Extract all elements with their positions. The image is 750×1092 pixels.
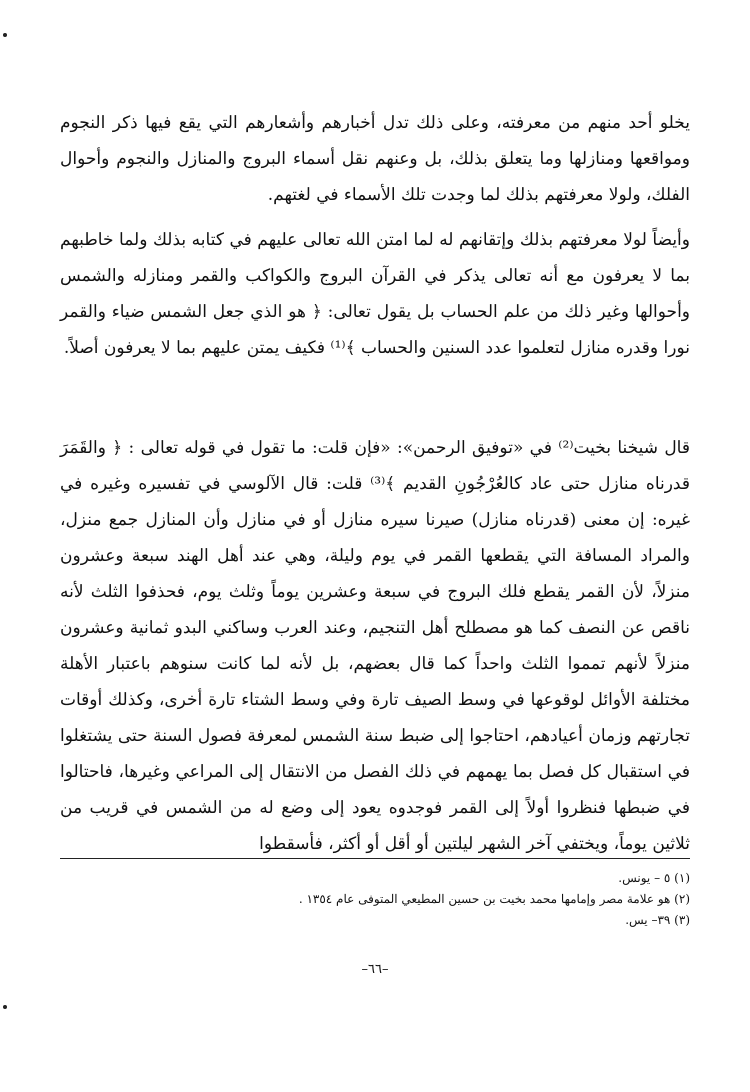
paragraph-1: يخلو أحد منهم من معرفته، وعلى ذلك تدل أخبارهم وأشعارهم التي يقع فيها ذكر النجوم ومواقعها ومنازلها وما يتعلق بذلك، بل وعنهم نقل أسماء البروج والمنازل والنجوم وأحوال الفلك، ولولا معرفتهم بذلك لما وجدت تلك الأسماء في لغتهم.: [60, 113, 690, 205]
page-number: –٦٦–: [361, 962, 389, 977]
paragraph-2: وأيضاً لولا معرفتهم بذلك وإتقانهم له لما امتن الله تعالى عليهم في كتابه بذلك ولما خاطبهم بما لا يعرفون مع أنه تعالى يذكر في القرآن البروج والكواكب والقمر ومنازله والشمس وأحوالها وغير ذلك من علم الحساب بل يقول تعالى: ﴿ هو الذي جعل الشمس ضياء والقمر نورا وقدره منازل لتعلموا عدد السنين والحساب ﴾⁽¹⁾ فكيف يمتن عليهم بما لا يعرفون أصلاً.: [60, 230, 690, 358]
book-page: [60, 0, 690, 1092]
footnote-1: (١) ٥ – يونس.: [618, 871, 690, 885]
margin-dot-top: [3, 33, 7, 37]
footnote-3: (٣) ٣٩– يس.: [625, 913, 690, 927]
paragraph-3: قال شيخنا بخيت⁽²⁾ في «توفيق الرحمن»: «فإن قلت: ما تقول في قوله تعالى : ﴿ والقَمَرَ قدرناه منازل حتى عاد كالعُرْجُونِ القديم ﴾⁽³⁾ قلت: قال الآلوسي في تفسيره وغيره في غيره: إن معنى (قدرناه منازل) صيرنا سيره منازل أو في منازل وأن المنازل جمع منزل، والمراد المسافة التي يقطعها القمر في يوم وليلة، وهي عند أهل الهند سبعة وعشرون منزلاً، لأن القمر يقطع فلك البروج في سبعة وعشرين يوماً وثلث يوم، فحذفوا الثلث لأنه ناقص عن النصف كما هو مصطلح أهل التنجيم، وعند العرب وساكني البدو ثمانية وعشرون منزلاً لأنهم تمموا الثلث واحداً كما قال بعضهم، بل لأنه لما كانت سنوهم باعتبار الأهلة مختلفة الأوائل لوقوعها في وسط الصيف تارة وفي وسط الشتاء تارة أخرى، وكذلك أوقات تجارتهم وزمان أعيادهم، احتاجوا إلى ضبط سنة الشمس لمعرفة فصول السنة حتى يشتغلوا في استقبال كل فصل بما يهمهم في ذلك الفصل من الانتقال إلى المراعي وغيرها، فاحتالوا في ضبطها فنظروا أولاً إلى القمر فوجدوه يعود إلى وضع له من الشمس في قريب من ثلاثين يوماً، ويختفي آخر الشهر ليلتين أو أقل أو أكثر، فأسقطوا: [60, 438, 690, 854]
margin-dot-bottom: [3, 1005, 7, 1009]
footnotes: [60, 868, 690, 931]
footnote-divider: [60, 858, 690, 859]
footnote-2: (٢) هو علامة مصر وإمامها محمد بخيت بن حسين المطيعي المتوفى عام ١٣٥٤ .: [298, 892, 690, 906]
